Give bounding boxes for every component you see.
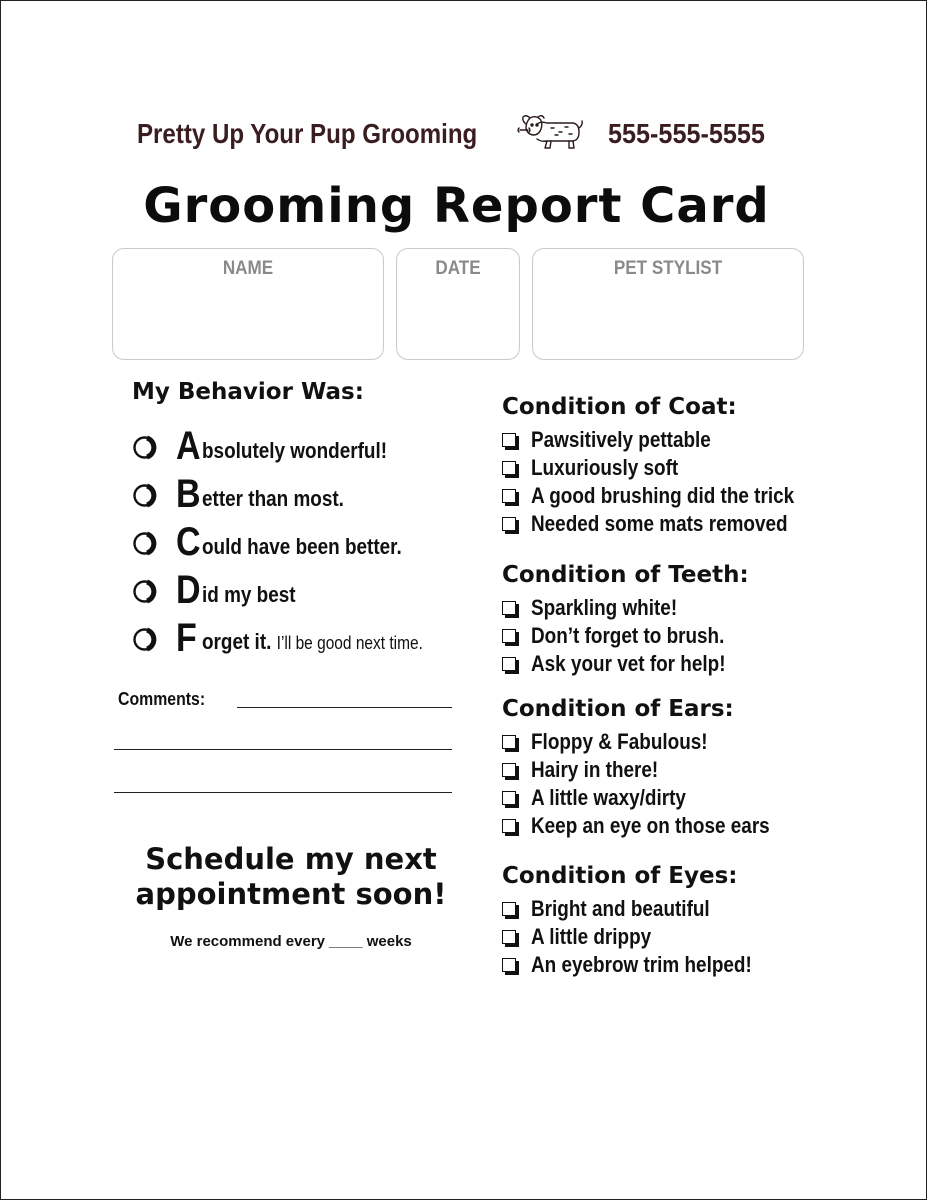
- eyes-option[interactable]: [502, 895, 912, 923]
- name-label: NAME: [222, 258, 274, 279]
- teeth-option-label: Don’t forget to brush.: [531, 623, 725, 648]
- page-title: Grooming Report Card: [143, 178, 770, 234]
- behavior-heading: My Behavior Was:: [132, 379, 364, 405]
- coat-option[interactable]: [502, 510, 912, 538]
- checkbox-icon[interactable]: [502, 517, 516, 531]
- checkbox-icon[interactable]: [502, 791, 516, 805]
- behavior-option-label: id my best: [202, 582, 296, 607]
- checkbox-icon[interactable]: [502, 735, 516, 749]
- coat-section: [502, 394, 912, 538]
- eyes-option-label: A little drippy: [531, 924, 652, 949]
- eyes-heading: Condition of Eyes:: [502, 863, 738, 889]
- phone-number: 555-555-5555: [608, 118, 765, 149]
- eyes-option[interactable]: [502, 951, 912, 979]
- ears-option-label: Floppy & Fabulous!: [531, 729, 708, 754]
- pet-stylist-label: PET STYLIST: [613, 258, 723, 279]
- checkbox-icon[interactable]: [502, 657, 516, 671]
- comments-line[interactable]: [114, 749, 452, 750]
- behavior-option[interactable]: [132, 512, 492, 564]
- behavior-option-label: ould have been better.: [202, 534, 402, 559]
- schedule-message: [110, 842, 472, 912]
- ears-option-label: Hairy in there!: [531, 757, 659, 782]
- checkbox-icon[interactable]: [502, 489, 516, 503]
- checkbox-icon[interactable]: [502, 601, 516, 615]
- ears-option[interactable]: [502, 784, 912, 812]
- eyes-option[interactable]: [502, 923, 912, 951]
- grade-letter: D: [176, 568, 201, 612]
- name-field[interactable]: [112, 248, 384, 360]
- coat-option-label: Needed some mats removed: [531, 511, 788, 536]
- coat-option[interactable]: [502, 482, 912, 510]
- ears-option[interactable]: [502, 812, 912, 840]
- date-label: DATE: [435, 258, 481, 279]
- ears-option-label: Keep an eye on those ears: [531, 813, 770, 838]
- business-name: Pretty Up Your Pup Grooming: [137, 118, 478, 149]
- coat-option-label: A good brushing did the trick: [531, 483, 795, 508]
- pet-stylist-field[interactable]: [532, 248, 804, 360]
- behavior-option[interactable]: [132, 608, 492, 660]
- comments-line[interactable]: [114, 792, 452, 793]
- checkbox-icon[interactable]: [502, 433, 516, 447]
- teeth-option[interactable]: [502, 622, 912, 650]
- radio-icon[interactable]: [132, 579, 159, 606]
- checkbox-icon[interactable]: [502, 763, 516, 777]
- coat-heading: Condition of Coat:: [502, 394, 737, 420]
- eyes-option-label: An eyebrow trim helped!: [531, 952, 752, 977]
- teeth-section: [502, 562, 912, 678]
- ears-section: [502, 696, 912, 840]
- checkbox-icon[interactable]: [502, 629, 516, 643]
- behavior-option[interactable]: [132, 464, 492, 516]
- radio-icon[interactable]: [132, 483, 159, 510]
- behavior-options: [132, 416, 492, 660]
- grade-letter: A: [176, 424, 201, 468]
- coat-option[interactable]: [502, 426, 912, 454]
- behavior-option[interactable]: [132, 416, 492, 468]
- recommend-interval: We recommend every ____ weeks: [170, 933, 412, 950]
- grade-letter: F: [176, 616, 197, 660]
- ears-option-label: A little waxy/dirty: [531, 785, 686, 810]
- checkbox-icon[interactable]: [502, 958, 516, 972]
- coat-option-label: Pawsitively pettable: [531, 427, 711, 452]
- comments-label: Comments:: [118, 689, 206, 709]
- behavior-option[interactable]: [132, 560, 492, 612]
- ears-heading: Condition of Ears:: [502, 696, 734, 722]
- grade-letter: C: [176, 520, 201, 564]
- behavior-option-label: etter than most.: [202, 486, 344, 511]
- teeth-option-label: Ask your vet for help!: [531, 651, 726, 676]
- dog-with-bone-icon: [517, 112, 583, 152]
- checkbox-icon[interactable]: [502, 461, 516, 475]
- behavior-option-label: orget it. I’ll be good next time.: [202, 629, 423, 654]
- date-field[interactable]: [396, 248, 520, 360]
- radio-icon[interactable]: [132, 531, 159, 558]
- coat-option-label: Luxuriously soft: [531, 455, 679, 480]
- coat-option[interactable]: [502, 454, 912, 482]
- grade-letter: B: [176, 472, 201, 516]
- checkbox-icon[interactable]: [502, 902, 516, 916]
- radio-icon[interactable]: [132, 627, 159, 654]
- ears-option[interactable]: [502, 728, 912, 756]
- behavior-option-aside: I’ll be good next time.: [276, 633, 423, 653]
- checkbox-icon[interactable]: [502, 819, 516, 833]
- schedule-line-1: Schedule my next: [145, 842, 437, 876]
- eyes-option-label: Bright and beautiful: [531, 896, 710, 921]
- ears-option[interactable]: [502, 756, 912, 784]
- behavior-option-label: bsolutely wonderful!: [202, 438, 388, 463]
- eyes-section: [502, 863, 912, 979]
- checkbox-icon[interactable]: [502, 930, 516, 944]
- radio-icon[interactable]: [132, 435, 159, 462]
- schedule-line-2: appointment soon!: [135, 877, 447, 911]
- teeth-option[interactable]: [502, 650, 912, 678]
- teeth-heading: Condition of Teeth:: [502, 562, 749, 588]
- comments-line[interactable]: [237, 707, 452, 708]
- teeth-option[interactable]: [502, 594, 912, 622]
- teeth-option-label: Sparkling white!: [531, 595, 678, 620]
